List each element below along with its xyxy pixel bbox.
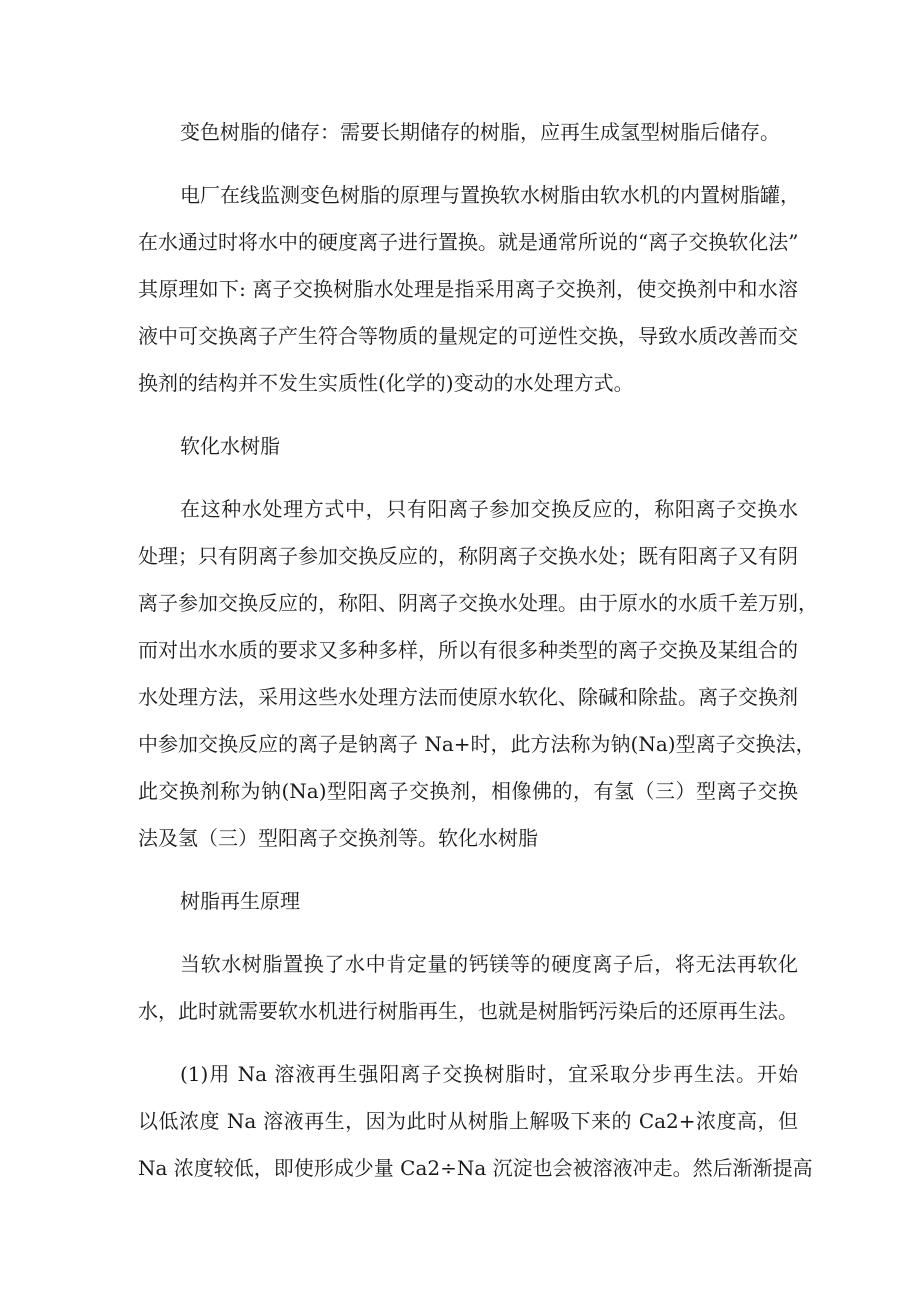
section-heading-softened-resin: 软化水树脂	[180, 434, 280, 458]
paragraph-step-1-line-3: Na 浓度较低，即使形成少量 Ca2÷Na 沉淀也会被溶液冲走。然后渐渐提高	[138, 1156, 813, 1180]
paragraph-treatment-line-1: 在这种水处理方式中，只有阳离子参加交换反应的，称阳离子交换水	[180, 497, 798, 521]
paragraph-treatment-line-5: 水处理方法，采用这些水处理方法而使原水软化、除碱和除盐。离子交换剂	[138, 685, 798, 709]
paragraph-storage-line-1: 变色树脂的储存：需要长期储存的树脂，应再生成氢型树脂后储存。	[180, 120, 780, 144]
paragraph-principle-line-2: 在水通过时将水中的硬度离子进行置换。就是通常所说的“离子交换软化法”	[138, 230, 799, 254]
paragraph-principle-line-3: 其原理如下: 离子交换树脂水处理是指采用离子交换剂，使交换剂中和水溶	[138, 277, 798, 301]
paragraph-step-1-line-1: (1)用 Na 溶液再生强阳离子交换树脂时，宜采取分步再生法。开始	[180, 1062, 798, 1086]
paragraph-regeneration-line-1: 当软水树脂置换了水中肯定量的钙镁等的硬度离子后，将无法再软化	[180, 952, 798, 976]
paragraph-principle-line-5: 换剂的结构并不发生实质性(化学的)变动的水处理方式。	[138, 371, 634, 395]
paragraph-treatment-line-8: 法及氢（三）型阳离子交换剂等。软化水树脂	[138, 826, 538, 850]
paragraph-principle-line-4: 液中可交换离子产生符合等物质的量规定的可逆性交换，导致水质改善而交	[138, 324, 798, 348]
paragraph-treatment-line-7: 此交换剂称为钠(Na)型阳离子交换剂，相像佛的，有氢（三）型离子交换	[138, 779, 798, 803]
paragraph-treatment-line-4: 而对出水水质的要求又多种多样，所以有很多种类型的离子交换及某组合的	[138, 638, 798, 662]
paragraph-treatment-line-2: 处理；只有阴离子参加交换反应的，称阴离子交换水处；既有阳离子又有阴	[138, 544, 798, 568]
paragraph-treatment-line-3: 离子参加交换反应的，称阳、阴离子交换水处理。由于原水的水质千差万别，	[138, 591, 818, 615]
paragraph-principle-line-1: 电厂在线监测变色树脂的原理与置换软水树脂由软水机的内置树脂罐，	[180, 183, 800, 207]
section-heading-regeneration: 树脂再生原理	[180, 889, 300, 913]
paragraph-regeneration-line-2: 水，此时就需要软水机进行树脂再生，也就是树脂钙污染后的还原再生法。	[138, 999, 798, 1023]
paragraph-step-1-line-2: 以低浓度 Na 溶液再生，因为此时从树脂上解吸下来的 Ca2+浓度高，但	[138, 1109, 798, 1133]
paragraph-treatment-line-6: 中参加交换反应的离子是钠离子 Na+时，此方法称为钠(Na)型离子交换法，	[138, 732, 816, 756]
